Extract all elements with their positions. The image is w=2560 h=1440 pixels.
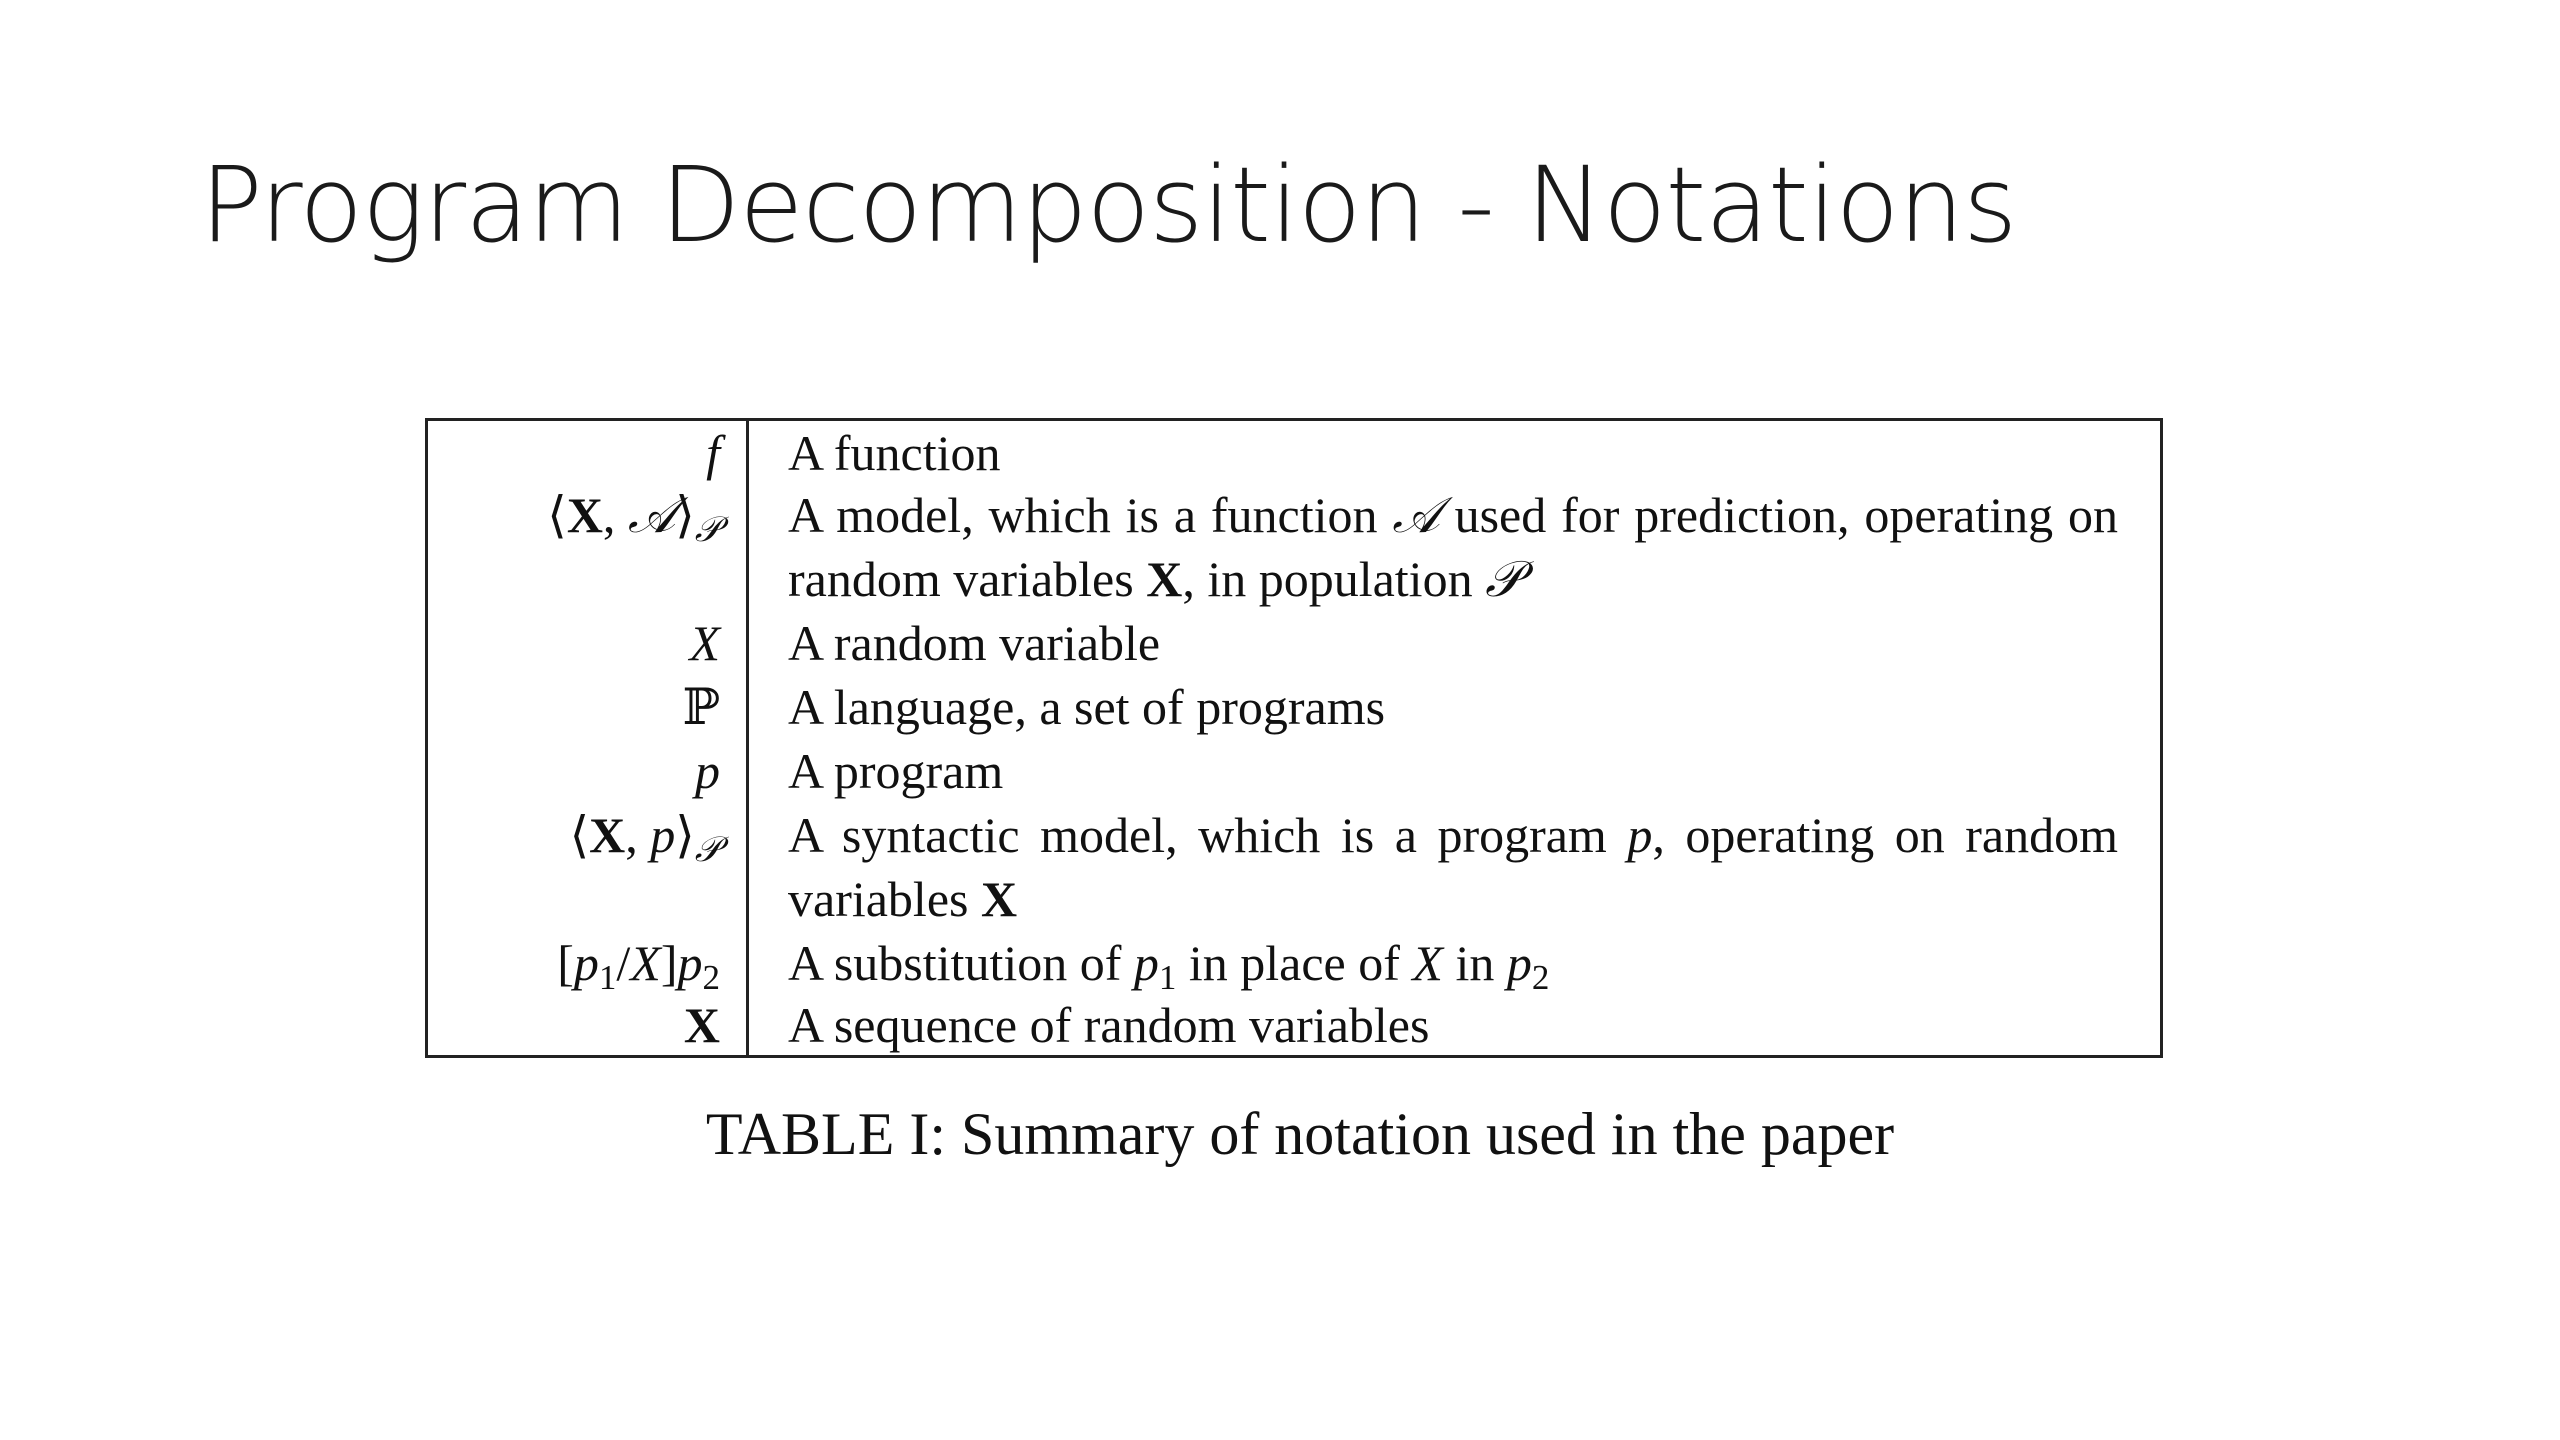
symbol-cell: ⟨X, $𝒜⟩_𝒫$ <box>547 486 720 550</box>
description-cell: A syntactic model, which is a program p, operating on random variables X <box>788 807 2118 927</box>
symbol-cell: X <box>683 997 720 1053</box>
symbol-cell: X <box>689 615 720 671</box>
description-cell: A random variable <box>788 615 1161 671</box>
description-cell: A sequence of random variables <box>788 997 1430 1053</box>
description-cell: A substitution of $p_1$ in place of X in $p_2$ <box>788 935 1550 997</box>
symbol-cell: ℙ <box>682 679 720 735</box>
symbol-cell: $[p_1/X]p_2$ <box>557 935 720 997</box>
description-cell: A function <box>788 425 1001 481</box>
description-cell: A model, which is a function 𝒜 used for prediction, operating on random variables X, in population 𝒫 <box>788 486 2119 608</box>
notation-table <box>425 418 2163 1058</box>
description-cell: A program <box>788 743 1004 799</box>
description-cell: A language, a set of programs <box>788 679 1386 735</box>
symbol-cell: f <box>706 425 720 481</box>
slide-title: Program Decomposition - Notations <box>200 144 2017 266</box>
symbol-cell: p <box>695 743 720 799</box>
column-divider <box>746 421 749 1055</box>
table-caption: TABLE I: Summary of notation used in the paper <box>705 1101 1895 1167</box>
symbol-cell: ⟨X, $p⟩_𝒫$ <box>569 807 720 870</box>
